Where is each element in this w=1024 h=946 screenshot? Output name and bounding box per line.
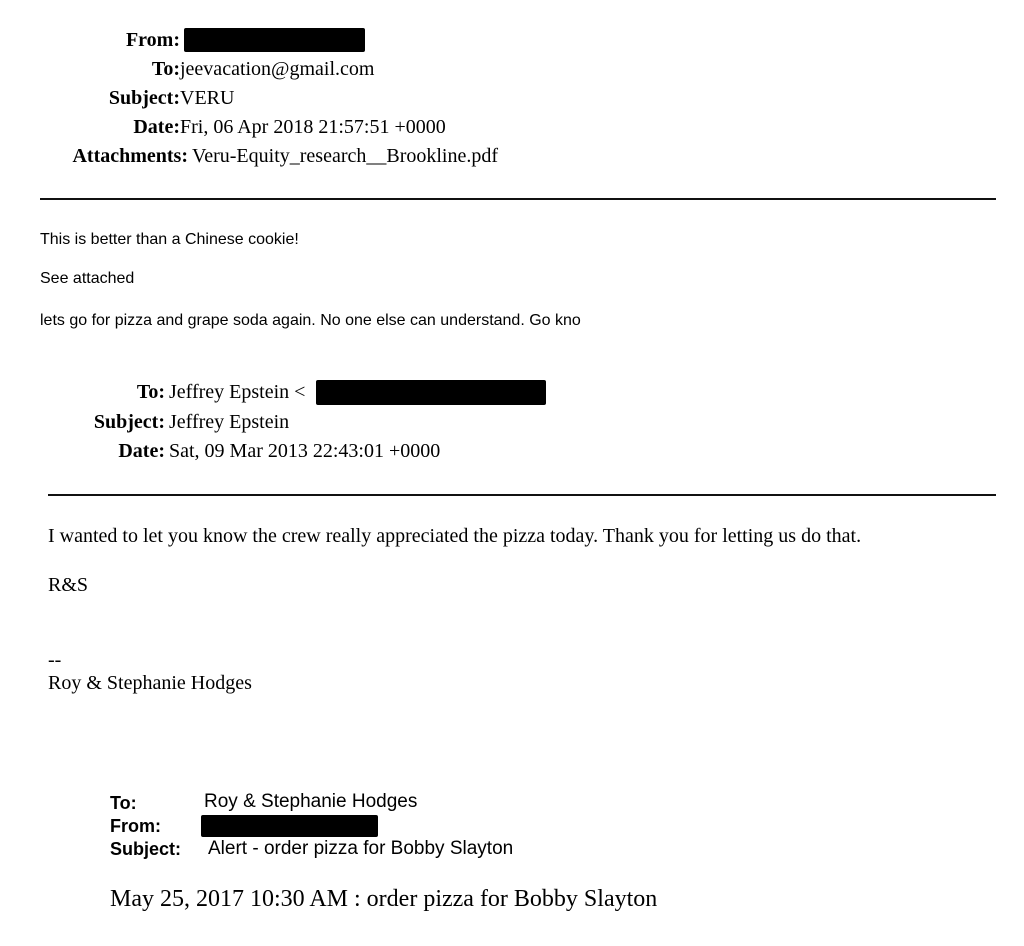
email1-body-line: This is better than a Chinese cookie! [40,231,299,248]
email1-body-line: See attached [40,270,135,287]
email3-body: May 25, 2017 10:30 AM : order pizza for Bobby Slayton [110,886,658,912]
header-label: To: [151,58,180,80]
email2-subject-value: Jeffrey Epstein [169,411,290,433]
header-label: Date: [118,440,165,462]
header-label: Subject: [108,87,180,109]
email2-date-value: Sat, 09 Mar 2013 22:43:01 +0000 [169,440,441,462]
email2-signoff: R&S [48,574,89,596]
email3-from-label: From: [110,816,161,836]
redaction-block [316,380,546,405]
email3-subject-label: Subject: [110,839,182,859]
email1-subject-value: VERU [180,87,235,109]
header-label: From: [125,29,180,51]
divider [48,494,996,496]
email2-signature-separator: -- [48,649,62,671]
email2-signature-name: Roy & Stephanie Hodges [48,672,252,694]
email1-date-value: Fri, 06 Apr 2018 21:57:51 +0000 [180,116,446,138]
header-label: To: [136,381,165,403]
redaction-block [184,28,365,52]
divider [40,198,996,200]
email3-subject-value: Alert - order pizza for Bobby Slayton [208,838,514,859]
email2-to-value: Jeffrey Epstein < [169,381,306,403]
redaction-block [201,815,378,837]
email1-body-line: lets go for pizza and grape soda again. No one else can understand. Go kno [40,312,581,329]
email3-to-label: To: [110,793,137,813]
header-label: Date: [133,116,180,138]
email2-body-line: I wanted to let you know the crew really appreciated the pizza today. Thank you for letting us do that. [48,525,862,547]
email3-to-value: Roy & Stephanie Hodges [204,791,418,812]
email1-attachment-value: Veru-Equity_research__Brookline.pdf [192,145,499,167]
header-label: Attachments: [72,145,188,167]
header-label: Subject: [93,411,165,433]
email1-to-value: jeevacation@gmail.com [180,58,375,80]
